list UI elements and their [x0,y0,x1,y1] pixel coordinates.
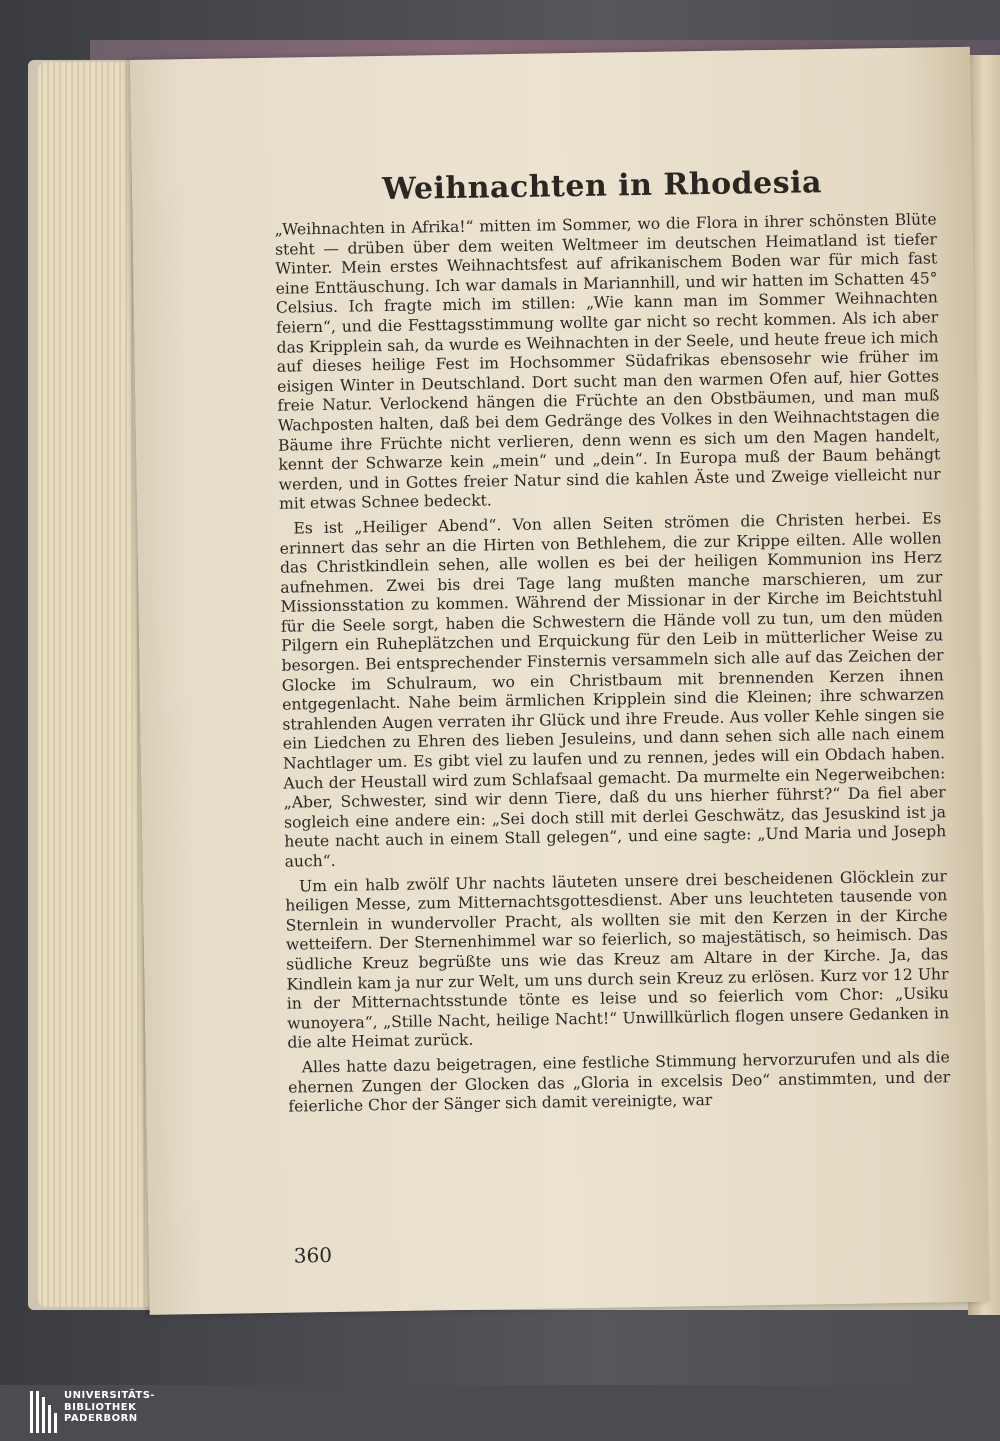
page-number: 360 [293,1242,333,1268]
library-logo-icon [30,1391,60,1433]
article-body [275,210,951,1117]
book-page [130,47,990,1315]
paragraph: Um ein halb zwölf Uhr nachts läuteten unsere drei bescheidenen Glöcklein zur heiligen Messe, zum Mitternachtsgottesdienst. Aber uns leuchteten tausende von Sternlein in wundervoller Pracht, als wollten sie mit den Kerzen in der Kirche wetteifern. Der Sternenhimmel war so feierlich, so majestätisch, so heimisch. Das südliche Kreuz begrüßte uns wie das Kreuz am Altare in der Kirche. Ja, das Kindlein kam ja nur zur Welt, um uns durch sein Kreuz zu erlösen. Kurz vor 12 Uhr in der Mitternachtsstunde tönte es leise und so feierlich vom Chor: „Usiku wunoyera“, „Stille Nacht, heilige Nacht!“ Unwillkürlich flogen unsere Gedanken in die alte Heimat zurück. [285,866,950,1052]
paragraph: „Weihnachten in Afrika!“ mitten im Sommer, wo die Flora in ihrer schönsten Blüte steht — drüben über dem weiten Weltmeer im deutschen Heimatland ist tiefer Winter. Mein erstes Weihnachtsfest auf afrikanischem Boden war für mich fast eine Enttäuschung. Ich war damals in Mariannhill, und wir hatten im Schatten 45° Celsius. Ich fragte mich im stillen: „Wie kann man im Sommer Weihnachten feiern“, und die Festtagsstimmung wollte gar nicht so recht kommen. Als ich aber das Kripplein sah, da wurde es Weihnachten in der Seele, und heute freue ich mich auf dieses heilige Fest im Hochsommer Südafrikas ebensosehr wie früher im eisigen Winter in Deutschland. Dort sucht man den warmen Ofen auf, hier Gottes freie Natur. Verlockend hängen die Früchte an den Obstbäumen, und man muß Wachposten halten, daß bei dem Gedränge des Volkes in den Weihnachtstagen die Bäume ihre Früchte nicht verlieren, denn wenn es sich um den Magen handelt, kennt der Schwarze kein „mein“ und „dein“. In Europa muß der Baum behängt werden, und in Gottes freier Natur sind die kahlen Äste und Zweige vielleicht nur mit etwas Schnee bedeckt. [274,210,941,514]
library-name [64,1390,155,1425]
library-name-line: PADERBORN [64,1413,138,1424]
footer-bar [0,1385,1000,1441]
library-name-line: UNIVERSITÄTS- [64,1390,156,1401]
library-name-line: BIBLIOTHEK [64,1401,137,1413]
paragraph: Alles hatte dazu beigetragen, eine festliche Stimmung hervorzurufen und als die ehernen Zungen der Glocken das „Gloria in excelsis Deo“ anstimmten, und der feierliche Chor der Sänger sich damit vereinigte, war [288,1048,951,1116]
page-title: Weihnachten in Rhodesia [381,165,823,208]
paragraph: Es ist „Heiliger Abend“. Von allen Seiten strömen die Christen herbei. Es erinnert das sehr an die Hirten von Bethlehem, die zur Krippe eilten. Alle wollen das Christkindlein sehen, alle wollen es bei der heiligen Kommunion ins Herz aufnehmen. Zwei bis drei Tage lang mußten manche marschieren, um zur Missionsstation zu kommen. Während der Missionar in der Kirche im Beichtstuhl für die Seele sorgt, haben die Schwestern die Hände voll zu tun, um den müden Pilgern ein Ruheplätzchen und Erquickung für den Leib in mütterlicher Weise zu besorgen. Bei entsprechender Finsternis versammeln sich alle auf das Zeichen der Glocke im Schulraum, wo ein Christbaum mit brennenden Kerzen ihnen entgegenlacht. Nahe beim ärmlichen Kripplein sind die Kleinen; ihre schwarzen strahlenden Augen verraten ihr Glück und ihre Freude. Aus voller Kehle singen sie ein Liedchen zu Ehren des lieben Jesuleins, und dann sehen sich alle nach einem Nachtlager um. Es gibt viel zu laufen und zu rennen, jedes will ein Obdach haben. Auch der Heustall wird zum Schlafsaal gemacht. Da murmelte ein Negerweibchen: „Aber, Schwester, sind wir denn Tiere, daß du uns hierher führst?“ Da fiel aber sogleich eine andere ein: „Sei doch still mit derlei Geschwätz, das Jesuskind ist ja heute nacht auch in einem Stall gelegen“, und eine sagte: „Und Maria und Joseph auch“. [279,509,947,871]
page-content [274,49,951,1299]
